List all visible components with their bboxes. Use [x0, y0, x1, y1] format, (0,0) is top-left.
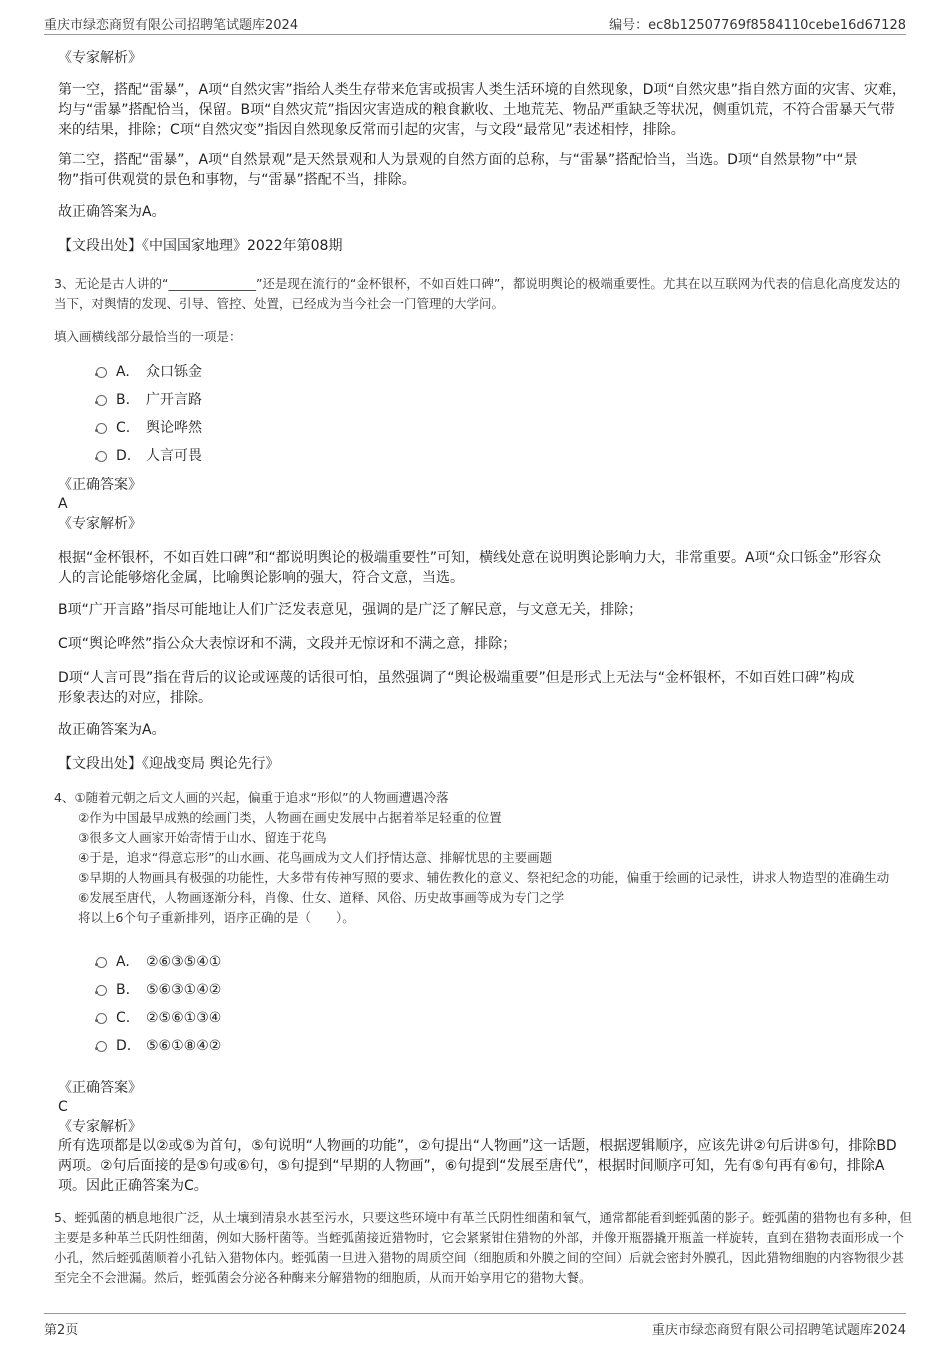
page-footer — [44, 1313, 906, 1340]
q4-answer: C — [58, 1099, 68, 1115]
page-header — [44, 12, 906, 35]
q3-analysis-para1: 根据“金杯银杯，不如百姓口碑”和“都说明舆论的极端重要性”可知，横线处意在说明舆论影响力大，非常重要。A项“众口铄金”形容众人的言论能够熔化金属，比喻舆论影响的强大，符合文意，当选。 — [58, 550, 882, 586]
q3-option-b[interactable]: B. 广开言路 — [96, 390, 202, 410]
q4-sentence-1: 4、①随着元朝之后文人画的兴起，偏重于追求“形似”的人物画遭遇冷落 — [54, 790, 449, 805]
q3-source: 【文段出处】《迎战变局 舆论先行》 — [58, 756, 280, 772]
q4-analysis-label: 《专家解析》 — [58, 1119, 142, 1135]
q3-conclusion: 故正确答案为A。 — [58, 722, 166, 738]
header-title: 重庆市绿恋商贸有限公司招聘笔试题库2024 — [44, 18, 299, 33]
q4-analysis: 所有选项都是以②或⑤为首句，⑤句说明“人物画的功能”，②句提出“人物画”这一话题，根据逻辑顺序，应该先讲②句后讲⑤句，排除BD两项。②句后面接的是⑤句或⑥句，⑤句提到“早期的人物画”，⑥句提到“发展至唐代”，根据时间顺序可知，先有⑤句再有⑥句，排除A项。因此正确答案为C。 — [58, 1138, 897, 1194]
q4-answer-label: 《正确答案》 — [58, 1080, 142, 1096]
q3-prompt: 填入画横线部分最恰当的一项是： — [54, 329, 242, 344]
q2-source: 【文段出处】《中国国家地理》2022年第08期 — [58, 238, 343, 254]
q3-analysis-para2: B项“广开言路”指尽可能地让人们广泛发表意见，强调的是广泛了解民意，与文意无关，排除； — [58, 602, 643, 618]
q4-option-c[interactable]: C. ②⑤⑥①③④ — [96, 1008, 221, 1028]
q2-analysis-para2: 第二空，搭配“雷暴”，A项“自然景观”是天然景观和人为景观的自然方面的总称，与“雷暴”搭配恰当，当选。D项“自然景物”中“景物”指可供观赏的景色和事物，与“雷暴”搭配不当，排除。 — [58, 152, 858, 188]
q4-sentence-3: ③很多文人画家开始寄情于山水、留连于花鸟 — [78, 830, 327, 845]
q2-analysis-para1: 第一空，搭配“雷暴”，A项“自然灾害”指给人类生存带来危害或损害人类生活环境的自然现象，D项“自然灾患”指自然方面的灾害、灾难，均与“雷暴”搭配恰当，保留。B项“自然灾荒”指因灾害造成的粮食歉收、土地荒芜、物品严重缺乏等状况，侧重饥荒，不符合雷暴天气带来的结果，排除；C项“自然灾变”指因自然现象反常而引起的灾害，与文段“最常见”表述相悖，排除。 — [58, 82, 906, 138]
q3-analysis-label: 《专家解析》 — [58, 516, 142, 532]
q4-prompt: 将以上6个句子重新排列，语序正确的是（ ）。 — [78, 910, 355, 925]
radio-icon[interactable] — [96, 957, 107, 968]
q4-option-a[interactable]: A. ②⑥③⑤④① — [96, 952, 221, 972]
q3-answer-label: 《正确答案》 — [58, 477, 142, 493]
q5-stem: 5、蛭弧菌的栖息地很广泛，从土壤到清泉水甚至污水，只要这些环境中有革兰氏阴性细菌和氧气，通常都能看到蛭弧菌的影子。蛭弧菌的猎物也有多种，但主要是多种革兰氏阴性细菌，例如大肠杆菌等。当蛭弧菌接近猎物时，它会紧紧钳住猎物的外部，并像开瓶器撬开瓶盖一样旋转，直到在猎物表面形成一个小孔，然后蛭弧菌顺着小孔钻入猎物体内。蛭弧菌一旦进入猎物的周质空间（细胞质和外膜之间的空间）后就会密封外膜孔，因此猎物细胞的内容物很少甚至完全不会泄漏。然后，蛭弧菌会分泌各种酶来分解猎物的细胞质，从而开始享用它的猎物大餐。 — [54, 1210, 912, 1285]
radio-icon[interactable] — [96, 1013, 107, 1024]
q4-sentence-6: ⑥发展至唐代，人物画逐渐分科，肖像、仕女、道释、风俗、历史故事画等成为专门之学 — [78, 890, 565, 905]
q3-stem — [54, 274, 910, 314]
q2-conclusion: 故正确答案为A。 — [58, 204, 166, 220]
radio-icon[interactable] — [96, 1041, 107, 1052]
header-doc-id: 编号：ec8b12507769f8584110cebe16d67128 — [609, 18, 906, 33]
q3-stem-end: ”还是现在流行的“金杯银杯，不如百姓口碑”，都说明舆论的极端重要性。尤其在以互联网为代表的信息化高度发达的当下，对舆情的发现、引导、管控、处置，已经成为当今社会一门管理的大学问。 — [54, 276, 901, 311]
q3-option-d[interactable]: D. 人言可畏 — [96, 446, 202, 466]
radio-icon[interactable] — [96, 395, 107, 406]
q4-sentence-2: ②作为中国最早成熟的绘画门类，人物画在画史发展中占据着举足轻重的位置 — [78, 810, 502, 825]
radio-icon[interactable] — [96, 985, 107, 996]
radio-icon[interactable] — [96, 367, 107, 378]
q2-analysis-label: 《专家解析》 — [58, 50, 142, 66]
radio-icon[interactable] — [96, 423, 107, 434]
q3-blank: ______________ — [168, 276, 256, 291]
q4-stem — [54, 788, 914, 928]
q3-analysis-para4: D项“人言可畏”指在背后的议论或诬蔑的话很可怕，虽然强调了“舆论极端重要”但是形式上无法与“金杯银杯，不如百姓口碑”构成形象表达的对应，排除。 — [58, 670, 855, 706]
q3-analysis-para3: C项“舆论哗然”指公众大表惊讶和不满，文段并无惊讶和不满之意，排除； — [58, 636, 517, 652]
q4-sentence-4: ④于是，追求“得意忘形”的山水画、花鸟画成为文人们抒情达意、排解忧思的主要画题 — [78, 850, 553, 865]
footer-title: 重庆市绿恋商贸有限公司招聘笔试题库2024 — [651, 1323, 906, 1338]
q4-option-b[interactable]: B. ⑤⑥③①④② — [96, 980, 221, 1000]
q4-sentence-5: ⑤早期的人物画具有极强的功能性，大多带有传神写照的要求、辅佐教化的意义、祭祀纪念的功能，偏重于绘画的记录性，讲求人物造型的准确生动 — [78, 870, 890, 885]
q3-option-a[interactable]: A. 众口铄金 — [96, 362, 202, 382]
page-number: 第2页 — [44, 1323, 79, 1338]
radio-icon[interactable] — [96, 451, 107, 462]
q3-option-c[interactable]: C. 舆论哗然 — [96, 418, 202, 438]
q4-option-d[interactable]: D. ⑤⑥①⑧④② — [96, 1036, 221, 1056]
q3-answer: A — [58, 496, 68, 512]
q3-stem-start: 3、无论是古人讲的“ — [54, 276, 169, 291]
